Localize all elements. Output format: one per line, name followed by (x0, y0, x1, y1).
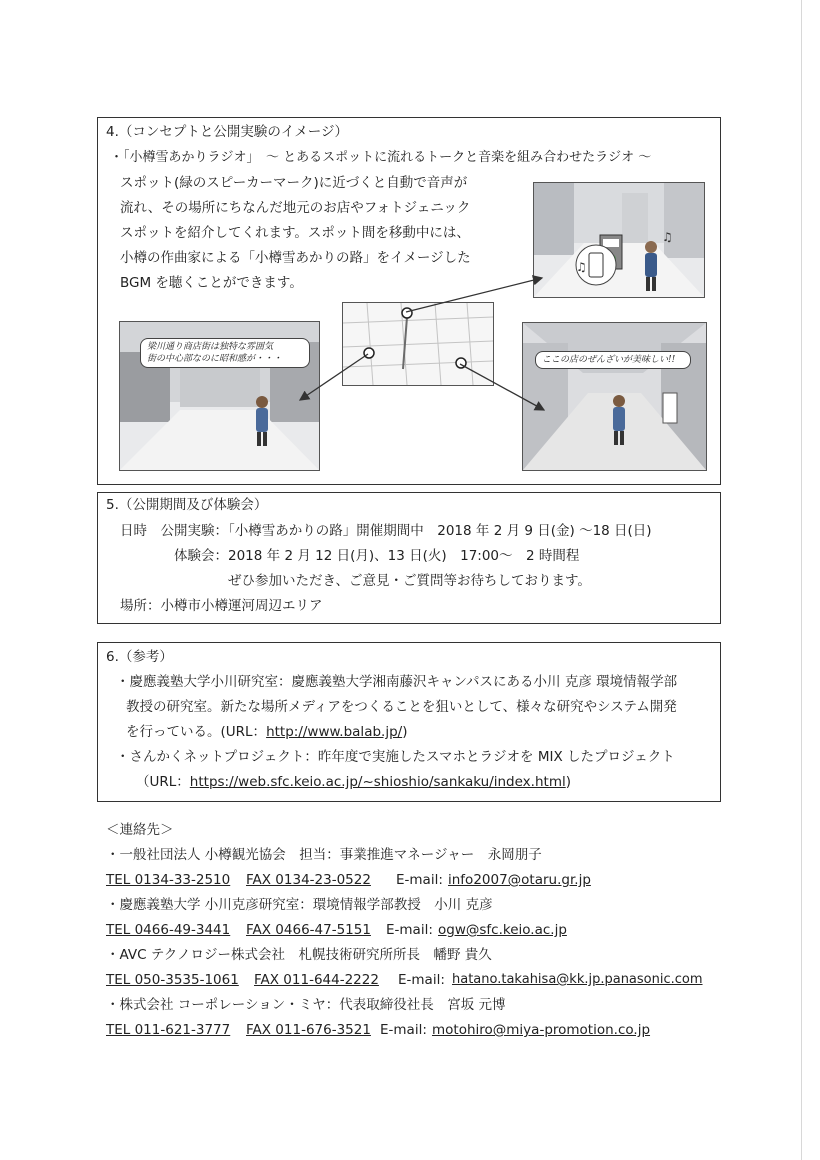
contact-3-org: ・AVC テクノロジー株式会社 札幌技術研究所所長 幡野 貴久 (106, 947, 492, 963)
speech-bubble-right: ここの店のぜんざいが美味しい!! (535, 351, 691, 369)
contact-2-email[interactable]: ogw@sfc.keio.ac.jp (438, 922, 567, 938)
svg-text:♫: ♫ (576, 260, 587, 274)
contacts-heading: ＜連絡先＞ (106, 822, 174, 838)
bubble-left-line-1: 梁川通り商店街は独特な雰囲気 (147, 342, 274, 352)
reference-2-url-suffix: ) (565, 774, 571, 790)
contact-1-mail-label: E-mail: (396, 872, 443, 888)
section-concept-box (97, 117, 721, 485)
contact-2-fax: FAX 0466-47-5151 (246, 922, 371, 938)
reference-1-url-prefix: を行っている。(URL： (126, 724, 267, 740)
reference-2-line-1: ・さんかくネットプロジェクト：昨年度で実施したスマホとラジオを MIX したプロジェクト (116, 749, 675, 765)
contact-4-mail-label: E-mail: (380, 1022, 427, 1038)
radio-title-line: ・「小樽雪あかりラジオ」 ～ とあるスポットに流れるトークと音楽を組み合わせたラジオ ～ (110, 150, 652, 165)
contact-1-fax: FAX 0134-23-0522 (246, 872, 371, 888)
balab-url-link[interactable]: http://www.balab.jp/ (266, 724, 403, 740)
reference-2-line-2 (136, 774, 571, 790)
section-5-heading: 5.（公開期間及び体験会） (106, 497, 268, 513)
contact-4-tel: TEL 011-621-3777 (106, 1022, 231, 1038)
scan-edge-line (801, 0, 802, 1160)
reference-1-url-suffix: ) (402, 724, 408, 740)
contact-3-tel: TEL 050-3535-1061 (106, 972, 239, 988)
contact-4-email[interactable]: motohiro@miya-promotion.co.jp (432, 1022, 651, 1038)
contact-3-fax: FAX 011-644-2222 (254, 972, 379, 988)
description-line-1: スポット(緑のスピーカーマーク)に近づくと自動で音声が (120, 175, 468, 191)
contact-1-email[interactable]: info2007@otaru.gr.jp (448, 872, 591, 888)
schedule-line: 日時 公開実験：「小樽雪あかりの路」開催期間中 2018 年 2 月 9 日(金) ～18 日(日) (120, 523, 652, 539)
contact-3-mail-label: E-mail: (398, 972, 445, 988)
description-line-4: 小樽の作曲家による「小樽雪あかりの路」をイメージした (120, 250, 471, 266)
contact-4-fax: FAX 011-676-3521 (246, 1022, 371, 1038)
description-line-3: スポットを紹介してくれます。スポット間を移動中には、 (120, 225, 470, 241)
contact-1-org: ・一般社団法人 小樽観光協会 担当：事業推進マネージャー 永岡朋子 (106, 847, 542, 863)
contact-1-tel: TEL 0134-33-2510 (106, 872, 231, 888)
reference-1-line-3 (126, 724, 407, 740)
connector-arrows (98, 118, 722, 486)
contact-3-email[interactable]: hatano.takahisa@kk.jp.panasonic.com (452, 972, 703, 987)
svg-text:♫: ♫ (662, 230, 673, 244)
contact-2-tel: TEL 0466-49-3441 (106, 922, 231, 938)
section-period-box (97, 492, 721, 624)
section-reference-box (97, 642, 721, 802)
contact-2-org: ・慶應義塾大学 小川克彦研究室：環境情報学部教授 小川 克彦 (106, 897, 493, 913)
section-4-heading: 4.（コンセプトと公開実験のイメージ） (106, 124, 348, 140)
sankaku-url-link[interactable]: https://web.sfc.keio.ac.jp/~shioshio/sankaku/index.html (189, 774, 566, 790)
location-line: 場所：小樽市小樽運河周辺エリア (120, 598, 323, 614)
contact-4-org: ・株式会社 コーポレーション・ミヤ：代表取締役社長 宮坂 元博 (106, 997, 506, 1013)
section-6-heading: 6.（参考） (106, 649, 173, 665)
reference-1-line-1: ・慶應義塾大学小川研究室：慶應義塾大学湘南藤沢キャンパスにある小川 克彦 環境情報学部 (116, 674, 678, 690)
reference-2-url-prefix: （URL： (136, 774, 190, 790)
contact-2-mail-label: E-mail: (386, 922, 433, 938)
trial-event-line: 体験会：2018 年 2 月 12 日(月)、13 日(火) 17:00～ 2 時間程 (174, 548, 580, 564)
description-line-2: 流れ、その場所にちなんだ地元のお店やフォトジェニック (120, 200, 471, 216)
description-line-5: BGM を聴くことができます。 (120, 275, 303, 291)
reference-1-line-2: 教授の研究室。新たな場所メディアをつくることを狙いとして、様々な研究やシステム開発 (126, 699, 677, 715)
invitation-line: ぜひ参加いただき、ご意見・ご質問等お待ちしております。 (228, 573, 591, 589)
bubble-left-line-2: 街の中心部なのに昭和感が・・・ (147, 354, 283, 364)
